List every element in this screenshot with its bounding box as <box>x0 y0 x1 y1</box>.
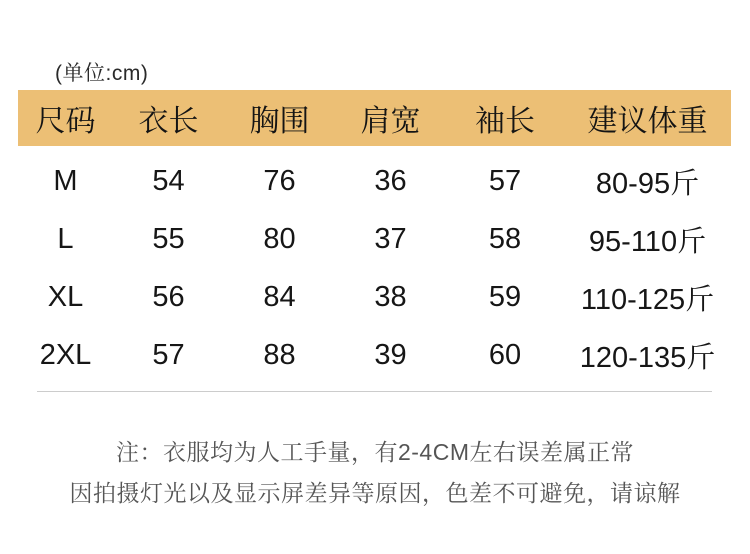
cell-suggested-weight: 110-125斤 <box>580 283 715 316</box>
cell-suggested-weight: 95-110斤 <box>588 225 707 258</box>
cell-size: M <box>53 164 78 197</box>
table-header-row <box>18 90 731 146</box>
cell-shoulder-width: 39 <box>374 338 407 371</box>
note-line-2: 因拍摄灯光以及显示屏差异等原因，色差不可避免，请谅解 <box>69 480 681 506</box>
cell-bust: 88 <box>263 338 296 371</box>
column-header-suggested-weight: 建议体重 <box>587 105 708 138</box>
cell-sleeve-length: 58 <box>488 222 522 255</box>
cell-size: 2XL <box>39 338 92 371</box>
note-line-1: 注：衣服均为人工手量，有2-4CM左右误差属正常 <box>115 439 634 465</box>
column-header-sleeve-length: 袖长 <box>475 105 535 138</box>
cell-bust: 76 <box>263 164 296 197</box>
cell-suggested-weight: 120-135斤 <box>579 341 716 374</box>
cell-sleeve-length: 57 <box>488 164 522 197</box>
column-header-garment-length: 衣长 <box>138 105 199 138</box>
cell-shoulder-width: 36 <box>374 164 407 197</box>
unit-label: (单位:cm) <box>55 62 149 85</box>
table-row-2xl <box>18 326 731 384</box>
cell-garment-length: 55 <box>152 222 185 255</box>
table-row-xl <box>18 268 731 326</box>
column-header-size: 尺码 <box>35 105 96 138</box>
cell-bust: 84 <box>263 280 296 313</box>
table-row-m <box>18 152 731 210</box>
cell-sleeve-length: 60 <box>488 338 522 371</box>
cell-size: XL <box>47 280 84 313</box>
cell-suggested-weight: 80-95斤 <box>595 167 700 200</box>
cell-shoulder-width: 37 <box>374 222 407 255</box>
cell-garment-length: 57 <box>152 338 185 371</box>
divider-line <box>37 391 712 392</box>
cell-shoulder-width: 38 <box>374 280 407 313</box>
cell-sleeve-length: 59 <box>488 280 522 313</box>
table-row-l <box>18 210 731 268</box>
column-header-bust: 胸围 <box>249 105 310 138</box>
column-header-shoulder-width: 肩宽 <box>360 105 421 138</box>
cell-garment-length: 54 <box>152 164 185 197</box>
cell-bust: 80 <box>263 222 296 255</box>
cell-size: L <box>57 222 74 255</box>
size-table <box>18 90 731 384</box>
cell-garment-length: 56 <box>152 280 185 313</box>
